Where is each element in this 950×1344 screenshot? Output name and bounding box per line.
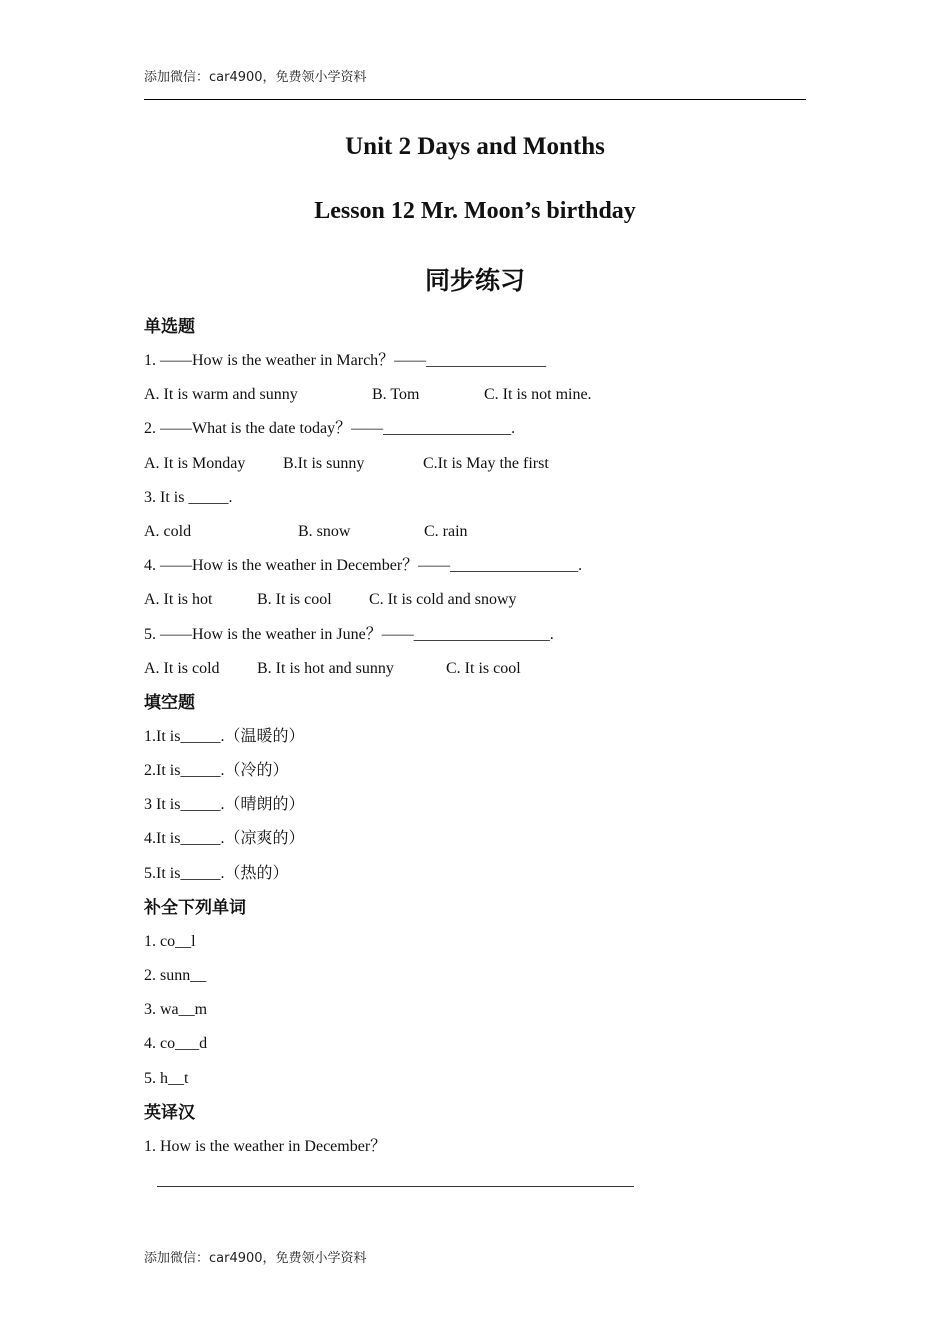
fill-item-5: 5.It is_____.（热的） — [144, 864, 289, 882]
word-item-2: 2. sunn__ — [144, 967, 207, 984]
fill-item-2: 2.It is_____.（冷的） — [144, 762, 289, 780]
page-header: 添加微信：car4900，免费领小学资料 — [144, 70, 367, 85]
word-item-3: 3. wa__m — [144, 1001, 208, 1019]
translate-item-1: 1. How is the weather in December？ — [144, 1137, 387, 1155]
word-item-1: 1. co__l — [144, 932, 196, 950]
option-b: B.It is sunny — [283, 454, 365, 472]
header-divider — [144, 99, 806, 100]
option-b: B. It is hot and sunny — [257, 659, 394, 677]
option-a: A. It is hot — [144, 591, 213, 609]
option-a: A. It is warm and sunny — [144, 386, 298, 404]
answer-blank-line — [157, 1186, 634, 1187]
word-item-5: 5. h__t — [144, 1069, 189, 1087]
lesson-title: Lesson 12 Mr. Moon’s birthday — [314, 198, 636, 224]
translate-heading: 英译汉 — [144, 1102, 195, 1123]
page-footer: 添加微信：car4900，免费领小学资料 — [144, 1251, 367, 1266]
option-b: B. snow — [298, 522, 351, 540]
options-5 — [144, 655, 806, 689]
option-c: C. rain — [424, 522, 468, 540]
question-3: 3. It is _____. — [144, 488, 233, 506]
option-a: A. cold — [144, 522, 192, 540]
option-c: C.It is May the first — [423, 454, 549, 472]
worksheet-body — [144, 313, 806, 1167]
question-5: 5. ——How is the weather in June？——_________________. — [144, 625, 554, 643]
practice-title: 同步练习 — [424, 266, 525, 295]
option-c: C. It is cold and snowy — [369, 591, 517, 609]
option-a: A. It is Monday — [144, 454, 246, 472]
question-4: 4. ——How is the weather in December？——________________. — [144, 557, 583, 575]
option-a: A. It is cold — [144, 659, 220, 677]
unit-title: Unit 2 Days and Months — [345, 133, 605, 160]
option-c: C. It is cool — [446, 659, 521, 677]
options-2 — [144, 450, 806, 484]
word-item-4: 4. co___d — [144, 1035, 208, 1053]
fill-item-4: 4.It is_____.（凉爽的） — [144, 830, 305, 848]
options-3 — [144, 518, 806, 552]
complete-words-heading: 补全下列单词 — [144, 897, 246, 918]
single-choice-heading: 单选题 — [144, 317, 195, 337]
question-1: 1. ——How is the weather in March？——_______________ — [144, 352, 547, 369]
fill-blank-heading: 填空题 — [144, 692, 195, 713]
fill-item-1: 1.It is_____.（温暖的） — [144, 727, 305, 745]
fill-item-3: 3 It is_____.（晴朗的） — [144, 796, 305, 814]
options-1 — [144, 381, 806, 415]
question-2: 2. ——What is the date today？——________________. — [144, 420, 516, 438]
option-c: C. It is not mine. — [484, 386, 592, 404]
option-b: B. Tom — [372, 386, 420, 404]
options-4 — [144, 586, 806, 620]
option-b: B. It is cool — [257, 591, 332, 609]
